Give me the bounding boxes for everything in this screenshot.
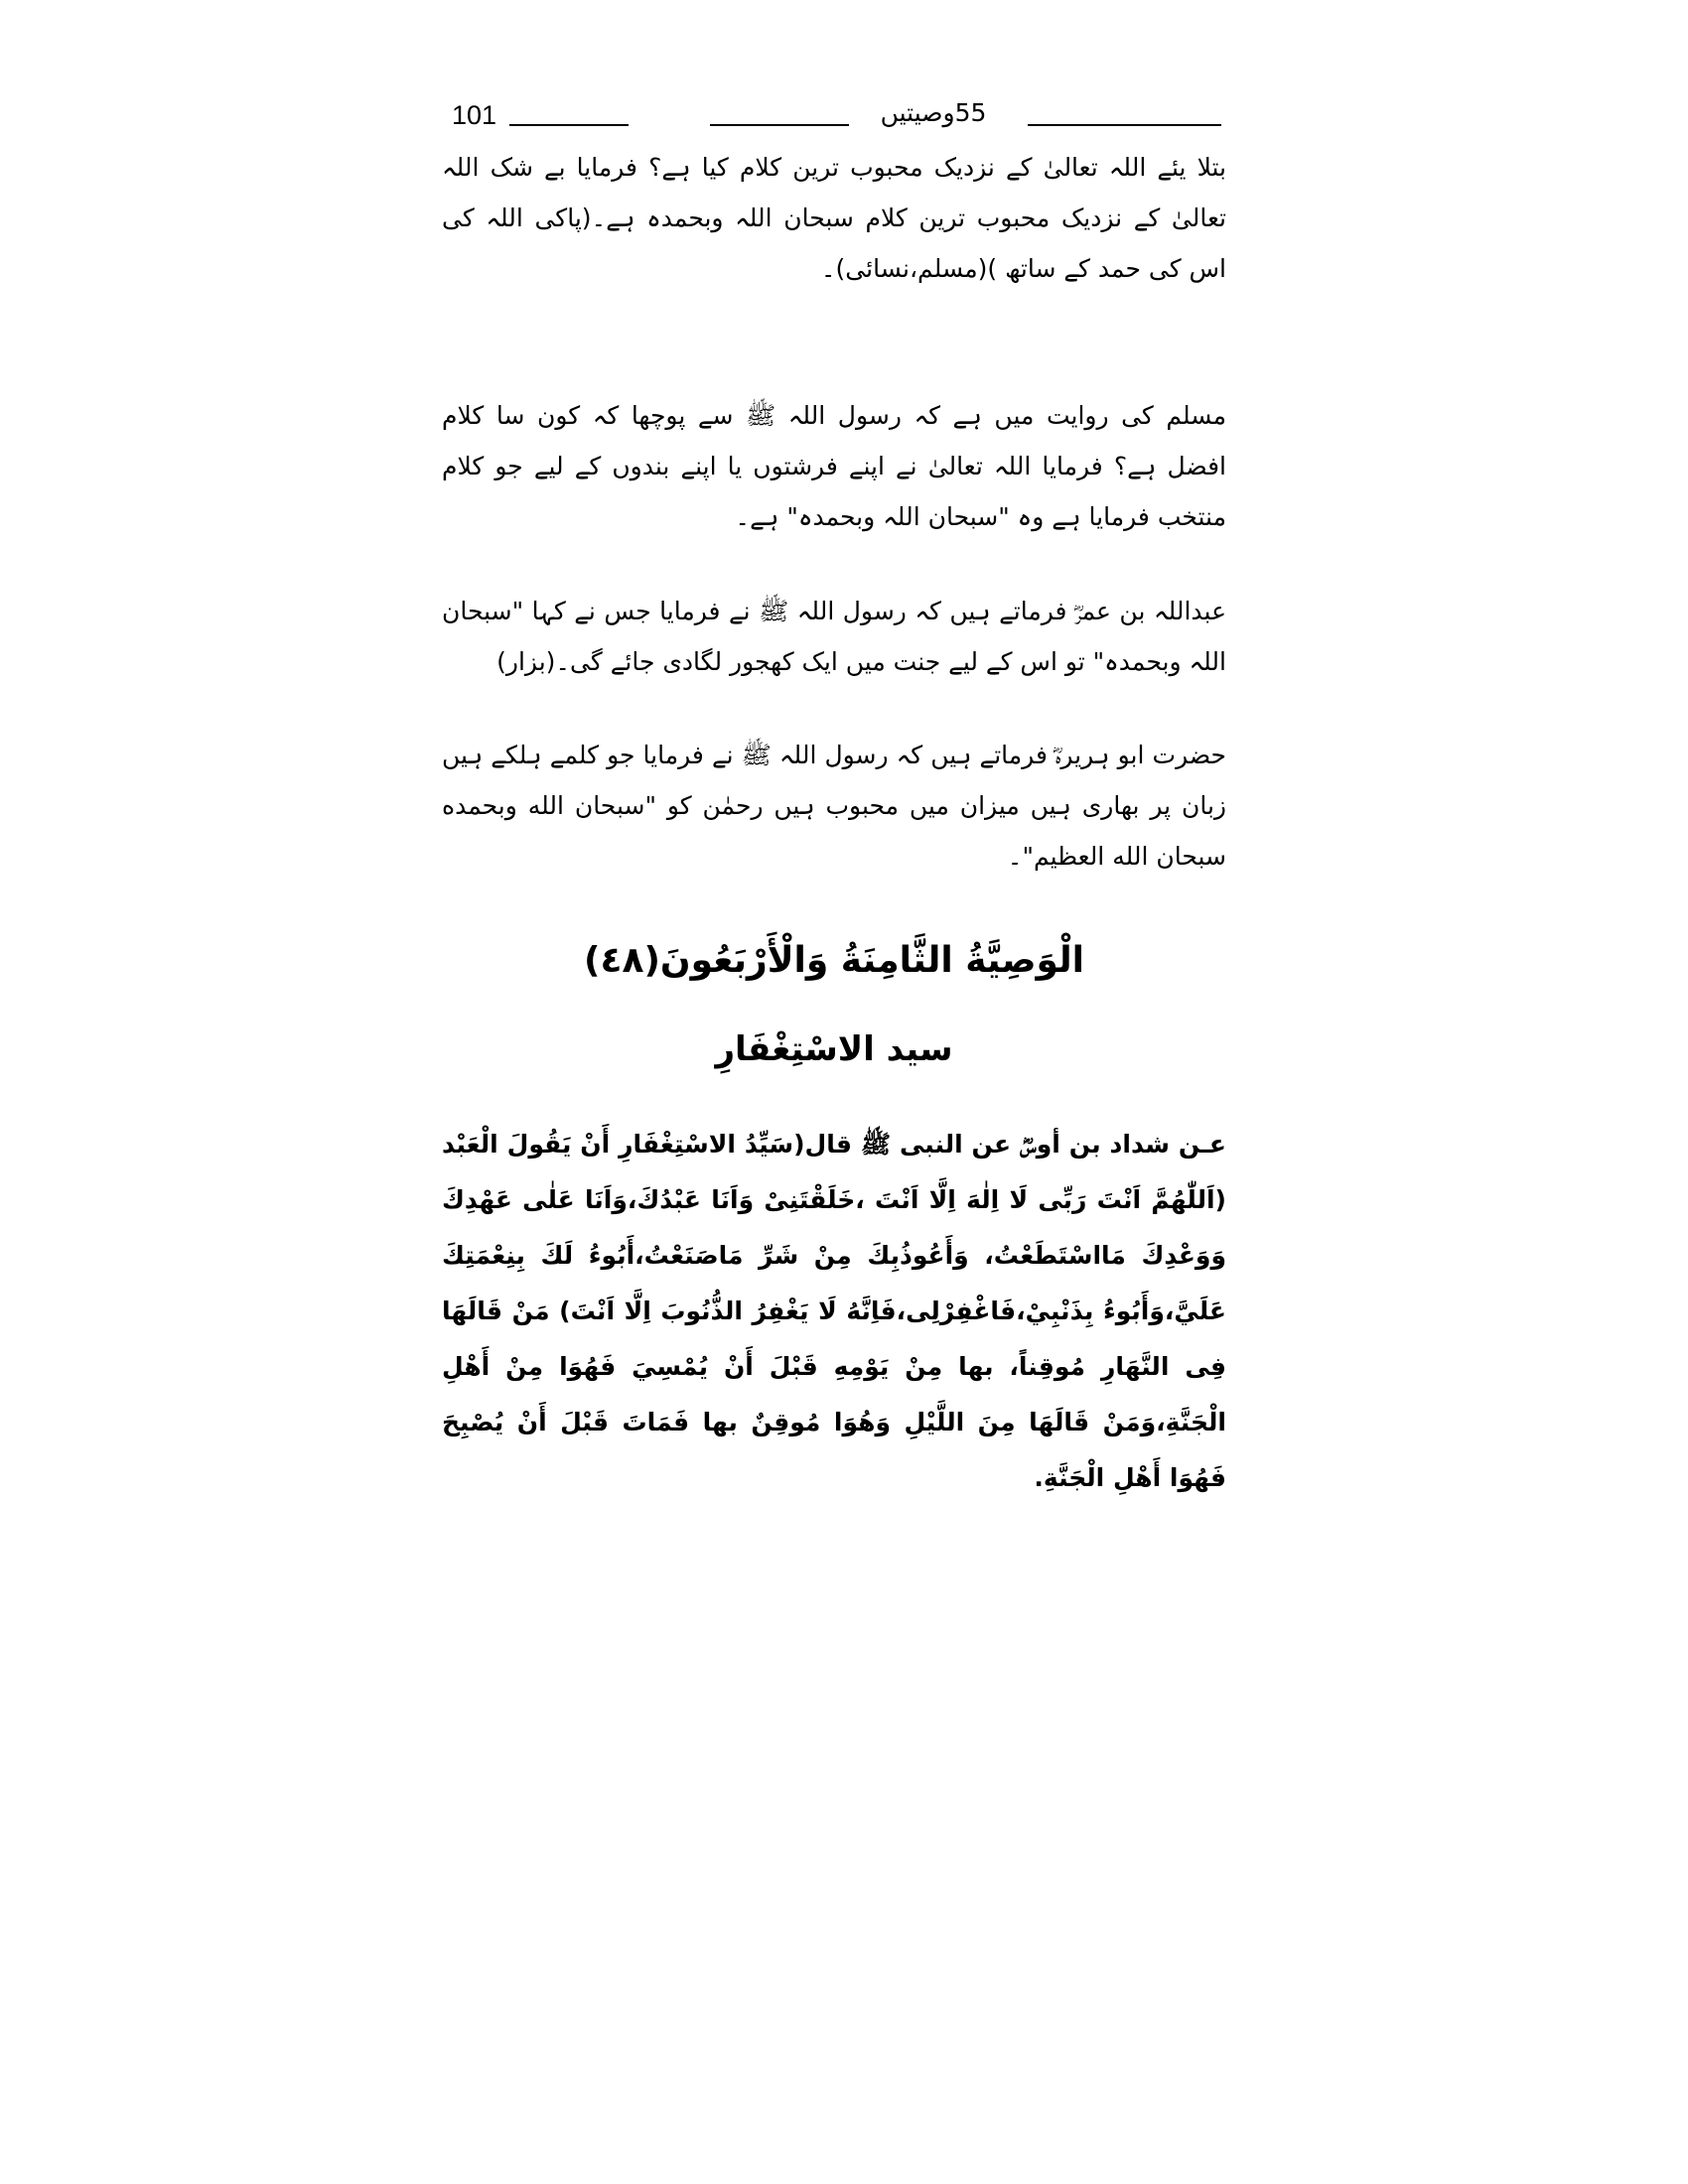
book-title: 55وصیتیں <box>880 98 987 127</box>
header-rule <box>710 124 849 126</box>
section-heading: الْوَصِيَّةُ الثَّامِنَةُ وَالْأَرْبَعُونَ(٤٨) <box>584 940 1084 981</box>
page-header <box>442 94 1226 134</box>
document-page <box>442 94 1226 1583</box>
page-number: 101 <box>452 100 497 130</box>
paragraph: بتلا یئے اللہ تعالیٰ کے نزدیک محبوب ترین کلام کیا ہے؟ فرمایا بے شک اللہ تعالیٰ کے نزدیک محبوب ترین کلام سبحان اللہ وبحمدہ ہے۔(پاکی اللہ کی اس کی حمد کے ساتھ )(مسلم،نسائی)۔ <box>442 153 1226 283</box>
paragraph: حضرت ابو ہریرہؓ فرماتے ہیں کہ رسول اللہ ﷺ نے فرمایا جو کلمے ہلکے ہیں زبان پر بھاری ہیں میزان میں محبوب ہیں رحمٰن کو "سبحان الله وبحمده سبحان الله العظيم"۔ <box>442 741 1226 871</box>
paragraph: مسلم کی روایت میں ہے کہ رسول اللہ ﷺ سے پوچھا کہ کون سا کلام افضل ہے؟ فرمایا اللہ تعالیٰ نے اپنے فرشتوں یا اپنے بندوں کے لیے جو کلام منتخب فرمایا ہے وہ "سبحان اللہ وبحمدہ" ہے۔ <box>442 401 1226 531</box>
header-rule <box>1028 124 1221 126</box>
hadith-text: عـن شداد بن أوسؓ عن النبى ﷺ قال(سَيِّدُ الاسْتِغْفَارِ أَنْ يَقُولَ الْعَبْد (اَللّٰهُمَّ اَنْتَ رَبِّى لَا اِلٰهَ اِلَّا اَنْتَ ،خَلَقْتَنِىْ وَاَنَا عَبْدُكَ،وَاَنَا عَلٰى عَهْدِكَ وَوَعْدِكَ مَااسْتَطَعْتُ، وَأَعُوذُبِكَ مِنْ شَرِّ مَاصَنَعْتُ،أَبُوءُ لَكَ بِنِعْمَتِكَ عَلَيَّ،وَأَبُوءُ بِذَنْبِيْ،فَاغْفِرْلِى،فَاِنَّهُ لَا يَغْفِرُ الذُّنُوبَ اِلَّا اَنْتَ) مَنْ قَالَهَا فِى النَّهَارِ مُوقِناً، بها مِنْ يَوْمِهِ قَبْلَ أَنْ يُمْسِيَ فَهُوَا مِنْ أَهْلِ الْجَنَّةِ،وَمَنْ قَالَهَا مِنَ اللَّيْلِ وَهُوَا مُوقِنٌ بها فَمَاتَ قَبْلَ أَنْ يُصْبِحَ فَهُوَا أَهْلِ الْجَنَّةِ. <box>442 1130 1226 1492</box>
header-rule <box>509 124 629 126</box>
section-subheading: سيد الاسْتِغْفَارِ <box>715 1029 953 1069</box>
paragraph: عبداللہ بن عمرؓ فرماتے ہیں کہ رسول اللہ ﷺ نے فرمایا جس نے کہا "سبحان اللہ وبحمدہ" تو اس کے لیے جنت میں ایک کھجور لگادی جائے گی۔(بزار) <box>442 597 1226 676</box>
